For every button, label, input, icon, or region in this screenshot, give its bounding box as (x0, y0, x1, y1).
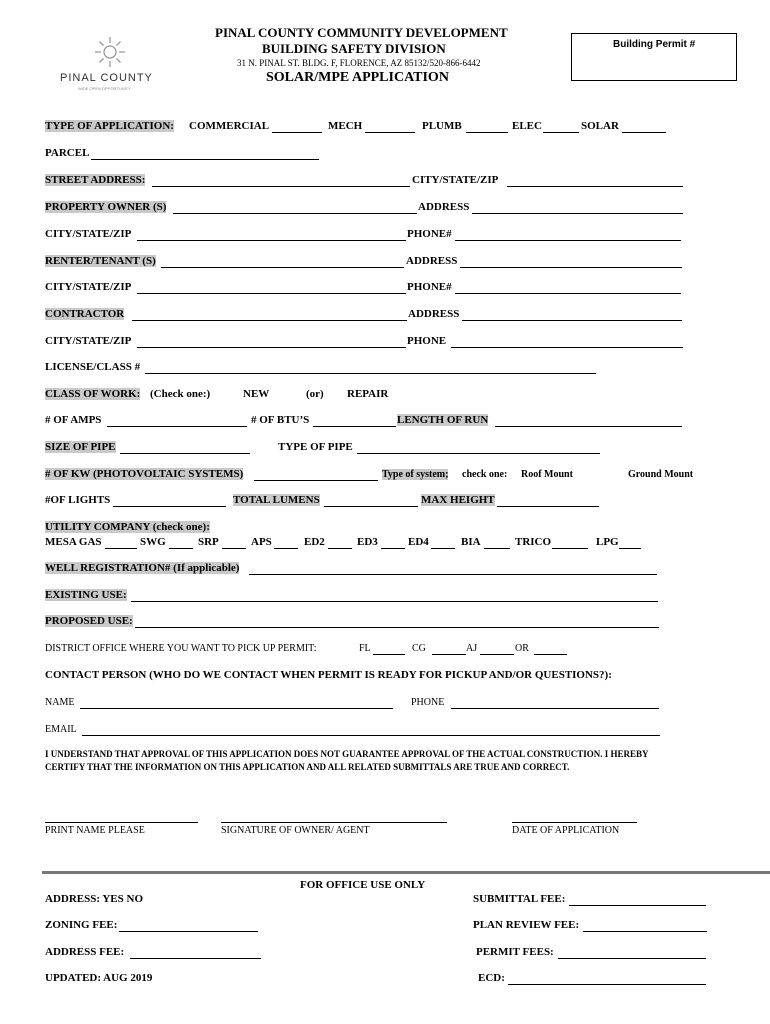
class-new-option[interactable]: NEW (243, 388, 270, 400)
contractor-field[interactable] (132, 320, 407, 321)
utility-field[interactable] (222, 548, 246, 549)
district-field[interactable] (373, 654, 405, 655)
header-line2: BUILDING SAFETY DIVISION (262, 41, 446, 56)
proposed-use-field[interactable] (135, 627, 659, 628)
submittal-fee-field[interactable] (569, 905, 706, 906)
owner-phone-field[interactable] (455, 240, 681, 241)
utility-field[interactable] (274, 548, 298, 549)
signature-label: SIGNATURE OF OWNER/ AGENT (221, 825, 370, 836)
utility-option[interactable]: SRP (198, 536, 219, 548)
sun-logo-icon (93, 36, 127, 68)
ground-mount-option[interactable]: Ground Mount (628, 469, 694, 480)
print-name-field[interactable] (45, 822, 198, 823)
utility-option[interactable]: ED3 (357, 536, 378, 548)
contact-phone-field[interactable] (451, 708, 659, 709)
utility-field[interactable] (169, 548, 193, 549)
contact-name-label: NAME (45, 697, 75, 708)
btus-field[interactable] (313, 426, 396, 427)
utility-company-label: UTILITY COMPANY (check one): (45, 521, 210, 533)
district-field[interactable] (534, 654, 567, 655)
certify-line-2: CERTIFY THAT THE INFORMATION ON THIS APPLICATION AND ALL RELATED SUBMITTALS ARE TRUE AND CORRECT. (45, 762, 570, 772)
contact-email-label: EMAIL (45, 724, 77, 735)
kw-label: # OF KW (PHOTOVOLTAIC SYSTEMS) (45, 468, 244, 480)
kw-field[interactable] (254, 480, 378, 481)
renter-tenant-field[interactable] (161, 267, 404, 268)
renter-address-field[interactable] (460, 267, 682, 268)
utility-option[interactable]: BIA (461, 536, 481, 548)
parcel-label: PARCEL (45, 147, 90, 159)
utility-option[interactable]: ED2 (304, 536, 325, 548)
type-solar-label: SOLAR (581, 120, 619, 132)
plan-review-fee-field[interactable] (583, 931, 707, 932)
renter-city-state-zip-label: CITY/STATE/ZIP (45, 281, 132, 293)
class-of-work-check-one: (Check one:) (150, 388, 211, 400)
permit-fees-label: PERMIT FEES: (476, 946, 554, 958)
amps-field[interactable] (107, 426, 247, 427)
street-address-field[interactable] (152, 186, 410, 187)
type-plumb-label: PLUMB (422, 120, 462, 132)
license-class-label: LICENSE/CLASS # (45, 361, 141, 373)
max-height-label: MAX HEIGHT (421, 494, 495, 506)
print-name-label: PRINT NAME PLEASE (45, 825, 145, 836)
type-of-pipe-field[interactable] (357, 453, 600, 454)
renter-city-state-zip-field[interactable] (137, 293, 406, 294)
type-of-application-label: TYPE OF APPLICATION: (45, 120, 174, 132)
street-city-state-zip-field[interactable] (507, 186, 683, 187)
size-of-pipe-field[interactable] (120, 453, 250, 454)
renter-address-label: ADDRESS (406, 255, 458, 267)
contractor-phone-field[interactable] (451, 347, 683, 348)
contractor-city-state-zip-label: CITY/STATE/ZIP (45, 335, 132, 347)
ecd-field[interactable] (508, 984, 706, 985)
renter-phone-label: PHONE# (407, 281, 452, 293)
well-registration-field[interactable] (249, 574, 657, 575)
existing-use-label: EXISTING USE: (45, 589, 127, 601)
permit-fees-field[interactable] (558, 958, 706, 959)
office-address-yes-no: ADDRESS: YES NO (45, 893, 144, 905)
type-plumb-field[interactable] (466, 132, 508, 133)
type-of-system-check-one: check one: (462, 469, 508, 480)
logo-name: PINAL COUNTY (60, 72, 153, 84)
utility-option[interactable]: SWG (140, 536, 166, 548)
district-option[interactable]: OR (515, 643, 529, 654)
contractor-address-field[interactable] (462, 320, 682, 321)
lights-label: #OF LIGHTS (45, 494, 111, 506)
property-owner-label: PROPERTY OWNER (S) (45, 201, 167, 213)
utility-field[interactable] (552, 548, 588, 549)
owner-city-state-zip-field[interactable] (137, 240, 406, 241)
contact-email-field[interactable] (82, 735, 660, 736)
utility-field[interactable] (484, 548, 510, 549)
ecd-label: ECD: (478, 972, 505, 984)
renter-phone-field[interactable] (455, 293, 681, 294)
utility-option[interactable]: MESA GAS (45, 536, 102, 548)
zoning-fee-field[interactable] (119, 931, 258, 932)
certify-line-1: I UNDERSTAND THAT APPROVAL OF THIS APPLICATION DOES NOT GUARANTEE APPROVAL OF THE ACTUAL CONSTRUCTION. I HEREBY (45, 749, 649, 759)
type-mech-label: MECH (328, 120, 363, 132)
proposed-use-label: PROPOSED USE: (45, 615, 133, 627)
address-fee-label: ADDRESS FEE: (45, 946, 125, 958)
length-of-run-field[interactable] (495, 426, 682, 427)
size-of-pipe-label: SIZE OF PIPE (45, 441, 116, 453)
owner-address-field[interactable] (472, 213, 683, 214)
district-option[interactable]: AJ (466, 643, 478, 654)
lights-field[interactable] (113, 506, 226, 507)
utility-option[interactable]: LPG (596, 536, 619, 548)
submittal-fee-label: SUBMITTAL FEE: (473, 893, 566, 905)
utility-option[interactable]: APS (251, 536, 272, 548)
contact-phone-label: PHONE (411, 697, 445, 708)
parcel-field[interactable] (91, 159, 319, 160)
street-city-state-zip-label: CITY/STATE/ZIP (412, 174, 499, 186)
owner-address-label: ADDRESS (418, 201, 470, 213)
date-field[interactable] (512, 822, 637, 823)
class-of-work-label: CLASS OF WORK: (45, 388, 141, 400)
address-fee-field[interactable] (130, 958, 261, 959)
length-of-run-label: LENGTH OF RUN (397, 414, 489, 426)
total-lumens-field[interactable] (324, 506, 418, 507)
contractor-city-state-zip-field[interactable] (137, 347, 406, 348)
district-field[interactable] (432, 654, 466, 655)
type-commercial-label: COMMERCIAL (189, 120, 270, 132)
district-option[interactable]: CG (412, 643, 426, 654)
zoning-fee-label: ZONING FEE: (45, 919, 118, 931)
utility-option[interactable]: TRICO (515, 536, 552, 548)
class-repair-option[interactable]: REPAIR (347, 388, 389, 400)
utility-field[interactable] (328, 548, 352, 549)
district-option[interactable]: FL (359, 643, 371, 654)
type-of-system-label: Type of system; (382, 469, 449, 480)
signature-field[interactable] (221, 822, 447, 823)
owner-phone-label: PHONE# (407, 228, 452, 240)
max-height-field[interactable] (497, 506, 599, 507)
permit-box-label: Building Permit # (613, 39, 696, 50)
contact-name-field[interactable] (80, 708, 393, 709)
page-title: SOLAR/MPE APPLICATION (266, 70, 449, 85)
utility-field[interactable] (431, 548, 455, 549)
owner-city-state-zip-label: CITY/STATE/ZIP (45, 228, 132, 240)
type-elec-label: ELEC (512, 120, 542, 132)
existing-use-field[interactable] (131, 601, 658, 602)
type-mech-field[interactable] (365, 132, 415, 133)
property-owner-field[interactable] (173, 213, 417, 214)
contact-person-heading: CONTACT PERSON (WHO DO WE CONTACT WHEN PERMIT IS READY FOR PICKUP AND/OR QUESTIONS?): (45, 669, 612, 681)
well-registration-label: WELL REGISTRATION# (If applicable) (45, 562, 240, 574)
district-office-label: DISTRICT OFFICE WHERE YOU WANT TO PICK UP PERMIT: (45, 643, 317, 654)
utility-field[interactable] (105, 548, 137, 549)
renter-tenant-label: RENTER/TENANT (S) (45, 255, 156, 267)
license-class-field[interactable] (145, 373, 596, 374)
utility-field[interactable] (381, 548, 405, 549)
header-address: 31 N. PINAL ST. BLDG. F, FLORENCE, AZ 85132/520-866-6442 (237, 58, 481, 68)
utility-field[interactable] (619, 548, 641, 549)
type-commercial-field[interactable] (272, 132, 322, 133)
contractor-phone-label: PHONE (407, 335, 447, 347)
logo-tagline: WIDE OPEN OPPORTUNITY (78, 86, 131, 91)
plan-review-fee-label: PLAN REVIEW FEE: (473, 919, 580, 931)
total-lumens-label: TOTAL LUMENS (233, 494, 320, 506)
contractor-address-label: ADDRESS (408, 308, 460, 320)
amps-label: # OF AMPS (45, 414, 102, 426)
type-elec-field[interactable] (543, 132, 579, 133)
date-label: DATE OF APPLICATION (512, 825, 620, 836)
roof-mount-option[interactable]: Roof Mount (521, 469, 573, 480)
district-field[interactable] (480, 654, 514, 655)
utility-option[interactable]: ED4 (408, 536, 429, 548)
btus-label: # OF BTU’S (251, 414, 310, 426)
updated-date: UPDATED: AUG 2019 (45, 972, 153, 984)
type-of-pipe-label: TYPE OF PIPE (278, 441, 353, 453)
street-address-label: STREET ADDRESS: (45, 174, 146, 186)
building-permit-box[interactable] (571, 33, 737, 81)
header-line1: PINAL COUNTY COMMUNITY DEVELOPMENT (215, 25, 508, 40)
contractor-label: CONTRACTOR (45, 308, 125, 320)
office-section-divider (42, 871, 770, 874)
type-solar-field[interactable] (622, 132, 666, 133)
class-or-text: (or) (306, 388, 324, 400)
office-use-heading: FOR OFFICE USE ONLY (300, 879, 426, 891)
